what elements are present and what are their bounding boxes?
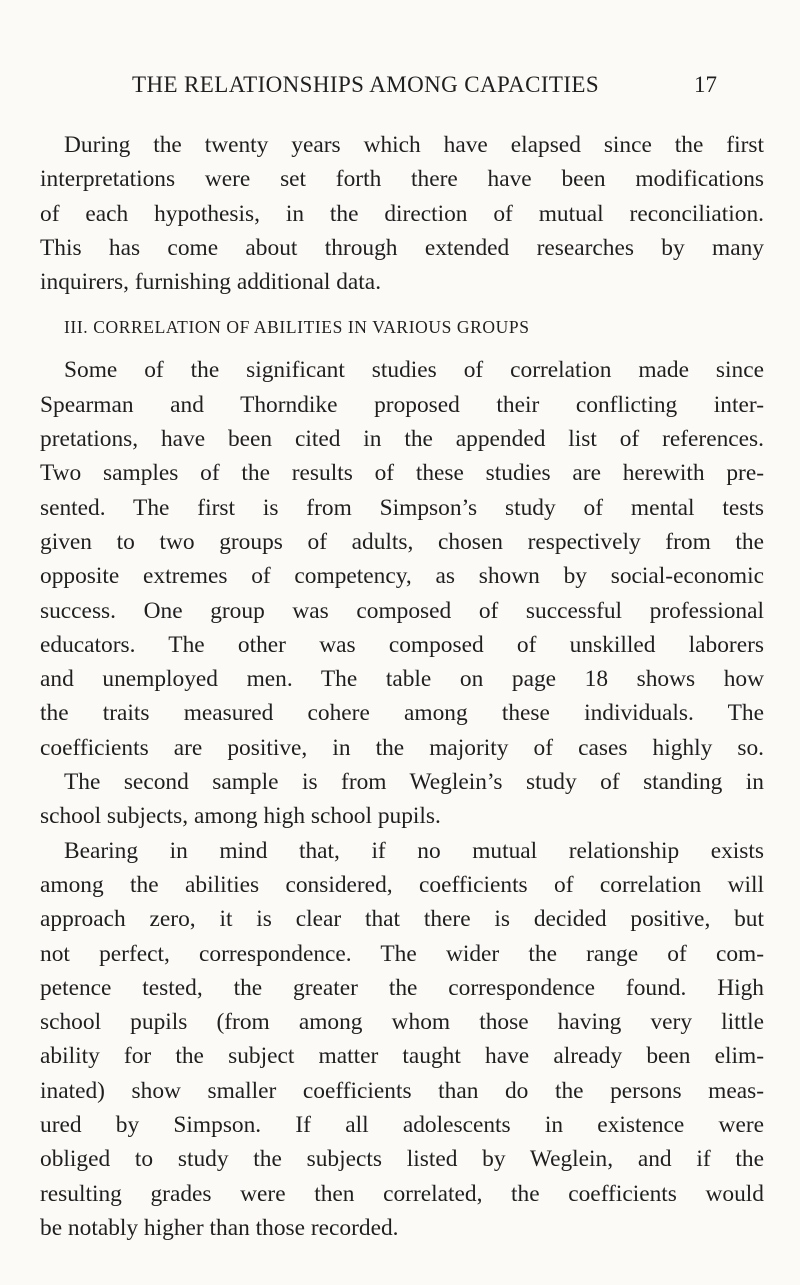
- text-line: be notably higher than those recorded.: [40, 1214, 399, 1241]
- text-line: This has come about through extended researches by many: [40, 234, 764, 261]
- text-line: approach zero, it is clear that there is decided positive, but: [40, 906, 764, 933]
- paragraph-1: [40, 128, 764, 299]
- text-line: coefficients are positive, in the majority of cases highly so.: [40, 734, 764, 761]
- paragraph-2: [40, 353, 764, 833]
- text-line: The second sample is from Weglein’s study of standing in: [64, 769, 764, 796]
- text-line: among the abilities considered, coefficients of correlation will: [40, 871, 764, 898]
- text-line: not perfect, correspondence. The wider the range of com-: [40, 940, 764, 967]
- page-body: [40, 128, 764, 1245]
- text-line: During the twenty years which have elapsed since the first: [64, 132, 764, 158]
- text-line: school pupils (from among whom those having very little: [40, 1009, 764, 1036]
- text-line: school subjects, among high school pupils.: [40, 803, 441, 830]
- text-line: educators. The other was composed of unskilled laborers: [40, 631, 764, 658]
- page-number: 17: [694, 72, 717, 97]
- text-line: interpretations were set forth there have been modifications: [40, 166, 764, 193]
- running-head: THE RELATIONSHIPS AMONG CAPACITIES: [132, 72, 600, 97]
- text-line: given to two groups of adults, chosen respectively from the: [40, 528, 764, 555]
- text-line: opposite extremes of competency, as shown by social-economic: [40, 563, 764, 590]
- text-line: petence tested, the greater the correspondence found. High: [40, 974, 764, 1001]
- text-line: sented. The first is from Simpson’s study of mental tests: [40, 494, 764, 521]
- text-line: the traits measured cohere among these individuals. The: [40, 700, 764, 727]
- text-line: resulting grades were then correlated, the coefficients would: [40, 1180, 764, 1207]
- text-line: Some of the significant studies of correlation made since: [64, 357, 764, 384]
- text-line: and unemployed men. The table on page 18 shows how: [40, 666, 764, 693]
- text-line: Spearman and Thorndike proposed their conflicting inter-: [40, 391, 764, 418]
- text-line: inated) show smaller coefficients than do the persons meas-: [40, 1077, 764, 1104]
- section-heading: III. CORRELATION OF ABILITIES IN VARIOUS GROUPS: [64, 317, 530, 338]
- text-line: obliged to study the subjects listed by Weglein, and if the: [40, 1146, 764, 1173]
- text-line: Two samples of the results of these studies are herewith pre-: [40, 460, 764, 487]
- text-line: success. One group was composed of successful professional: [40, 597, 764, 624]
- text-line: ured by Simpson. If all adolescents in existence were: [40, 1112, 764, 1139]
- text-line: pretations, have been cited in the appended list of references.: [40, 426, 764, 453]
- text-line: ability for the subject matter taught have already been elim-: [40, 1043, 764, 1070]
- paragraph-3: [40, 834, 764, 1246]
- text-line: Bearing in mind that, if no mutual relationship exists: [64, 837, 764, 864]
- text-line: of each hypothesis, in the direction of mutual reconciliation.: [40, 200, 764, 227]
- text-line: inquirers, furnishing additional data.: [40, 269, 382, 296]
